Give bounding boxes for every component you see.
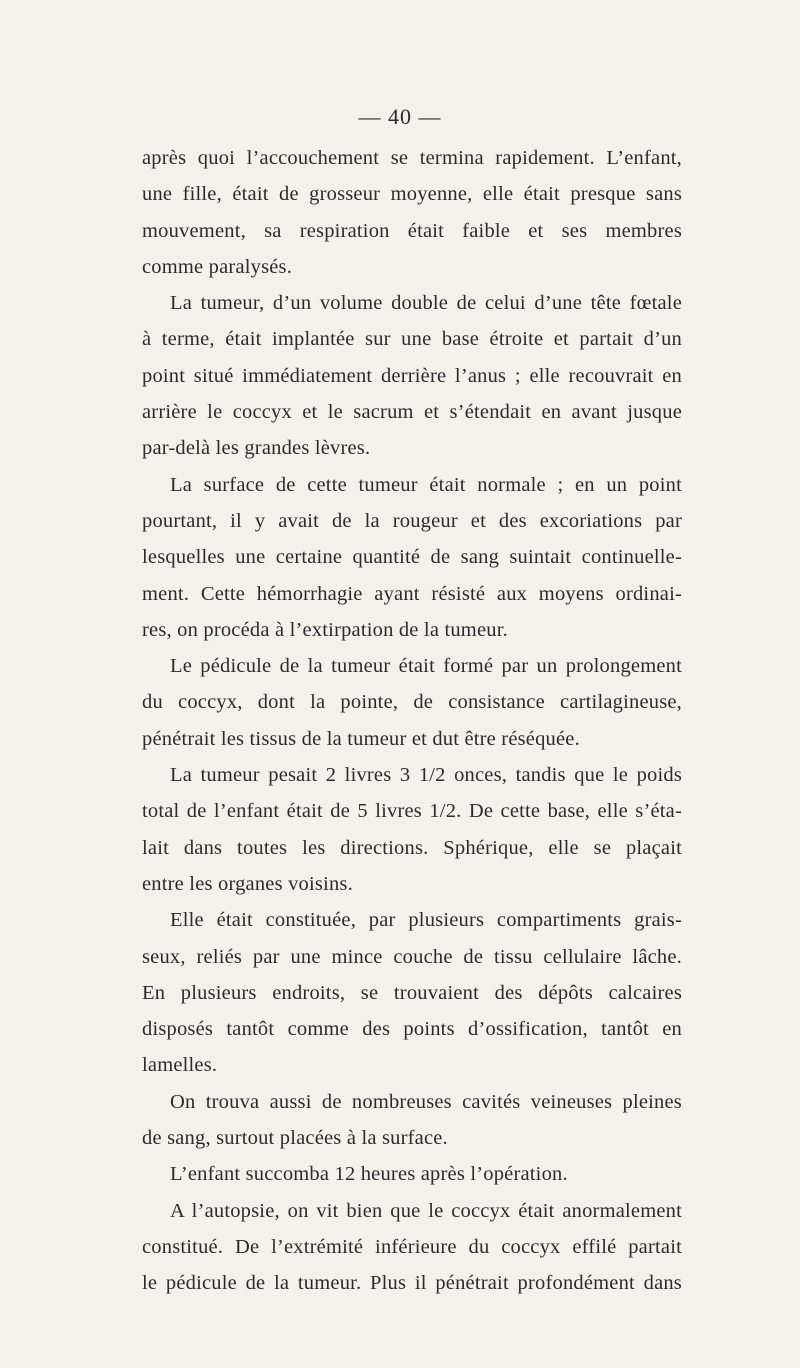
- paragraph-first-line: On trouva aussi de nombreuses cavités veineuses pleines: [170, 1090, 682, 1113]
- body-text: [142, 140, 682, 1302]
- text-line: comme paralysés.: [142, 255, 293, 278]
- text-line: à terme, était implantée sur une base étroite et partait d’un: [142, 328, 682, 351]
- text-line: du coccyx, dont la pointe, de consistance cartilagineuse,: [142, 691, 682, 714]
- text-line: total de l’enfant était de 5 livres 1/2. De cette base, elle s’éta-: [142, 800, 682, 823]
- paragraph-first-line: L’enfant succomba 12 heures après l’opération.: [170, 1163, 568, 1186]
- text-line: arrière le coccyx et le sacrum et s’étendait en avant jusque: [142, 401, 682, 424]
- text-line: En plusieurs endroits, se trouvaient des dépôts calcaires: [142, 981, 682, 1004]
- paragraph-first-line: La tumeur pesait 2 livres 3 1/2 onces, tandis que le poids: [170, 764, 682, 787]
- paragraph-first-line: A l’autopsie, on vit bien que le coccyx était anormalement: [170, 1199, 682, 1222]
- text-line: après quoi l’accouchement se termina rapidement. L’enfant,: [142, 147, 682, 169]
- text-line: mouvement, sa respiration était faible et ses membres: [142, 219, 682, 242]
- text-line: pourtant, il y avait de la rougeur et des excoriations par: [142, 509, 682, 532]
- text-line: lesquelles une certaine quantité de sang suintait continuelle-: [142, 546, 682, 569]
- page-number: — 40 —: [358, 104, 442, 129]
- text-line: par-delà les grandes lèvres.: [142, 437, 371, 460]
- text-line: lait dans toutes les directions. Sphérique, elle se plaçait: [142, 836, 682, 859]
- text-line: res, on procéda à l’extirpation de la tumeur.: [142, 618, 508, 641]
- text-line: ment. Cette hémorrhagie ayant résisté aux moyens ordinai-: [142, 582, 682, 605]
- text-line: le pédicule de la tumeur. Plus il pénétrait profondément dans: [142, 1272, 682, 1295]
- text-line: seux, reliés par une mince couche de tissu cellulaire lâche.: [142, 945, 682, 968]
- paragraph-first-line: Le pédicule de la tumeur était formé par un prolongement: [170, 655, 682, 678]
- paragraph-first-line: La surface de cette tumeur était normale ; en un point: [170, 473, 682, 496]
- text-line: une fille, était de grosseur moyenne, elle était presque sans: [142, 183, 682, 206]
- text-line: de sang, surtout placées à la surface.: [142, 1127, 448, 1150]
- text-line: disposés tantôt comme des points d’ossification, tantôt en: [142, 1018, 682, 1041]
- text-line: point situé immédiatement derrière l’anus ; elle recouvrait en: [142, 364, 682, 387]
- text-line: constitué. De l’extrémité inférieure du coccyx effilé partait: [142, 1235, 682, 1258]
- text-line: entre les organes voisins.: [142, 872, 353, 895]
- paragraph-first-line: Elle était constituée, par plusieurs compartiments grais-: [170, 909, 682, 932]
- text-line: pénétrait les tissus de la tumeur et dut être réséquée.: [142, 727, 580, 750]
- paragraph-first-line: La tumeur, d’un volume double de celui d’une tête fœtale: [170, 292, 682, 315]
- text-line: lamelles.: [142, 1054, 218, 1077]
